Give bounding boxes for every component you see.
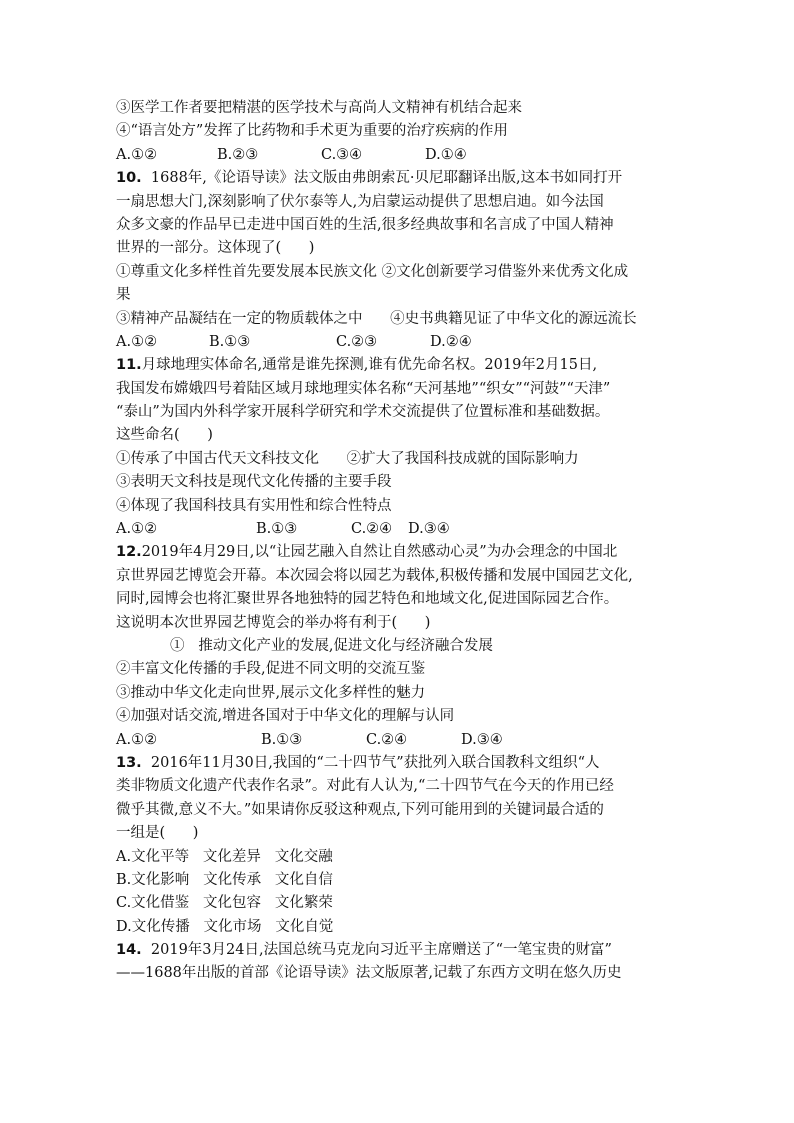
q9-item-3: ③医学工作者要把精湛的医学技术与高尚人文精神有机结合起来 <box>116 100 522 116</box>
q10-options <box>116 331 686 354</box>
q13-number: 13. <box>116 754 142 771</box>
q10-stem-3: 众多文豪的作品早已走进中国百姓的生活,很多经典故事和名言成了中国人精神 <box>116 216 614 233</box>
q13-stem-1: 13. 2016年11月30日,我国的“二十四节气”获批列入联合国教科文组织“人 <box>116 754 600 771</box>
q12-option-b: B.①③ <box>261 731 303 748</box>
q10-item-1: ①尊重文化多样性首先要发展本民族文化 ②文化创新要学习借鉴外来优秀文化成 <box>116 263 629 280</box>
q13-stem-4: 一组是( ) <box>116 825 199 842</box>
q14-stem-2: ——1688年出版的首部《论语导读》法文版原著,记载了东西方文明在悠久历史 <box>116 965 622 982</box>
q13-choice-d: D.文化传播 文化市场 文化自觉 <box>116 918 334 935</box>
q12-item-4: ④加强对话交流,增进各国对于中华文化的理解与认同 <box>116 708 455 725</box>
q12-option-c: C.②④ <box>366 731 408 748</box>
q12-stem-4: 这说明本次世界园艺博览会的举办将有利于( ) <box>116 614 431 631</box>
q11-option-c: C.②④ <box>351 521 393 538</box>
q13-stem-3: 微乎其微,意义不大。”如果请你反驳这种观点,下列可能用到的关键词最合适的 <box>116 801 604 818</box>
q12-item-3: ③推动中华文化走向世界,展示文化多样性的魅力 <box>116 684 426 701</box>
q10-stem-1: 10. 1688年,《论语导读》法文版由弗朗索瓦·贝尼耶翻译出版,这本书如同打开 <box>116 170 623 187</box>
q11-option-a: A.①② <box>116 521 158 538</box>
q10-option-a: A.①② <box>116 333 158 350</box>
q10-item-3: ③精神产品凝结在一定的物质载体之中 ④史书典籍见证了中华文化的源远流长 <box>116 310 637 327</box>
q13-choice-a: A.文化平等 文化差异 文化交融 <box>116 848 333 865</box>
q10-item-1-cont: 果 <box>116 287 131 304</box>
q9-option-c: C.③④ <box>321 146 363 163</box>
q11-number: 11. <box>116 357 142 374</box>
q11-option-b: B.①③ <box>256 521 298 538</box>
q13-stem-2: 类非物质文化遗产代表作名录”。对此有人认为,“二十四节气在今天的作用已经 <box>116 778 614 795</box>
q9-option-d: D.①④ <box>425 146 467 163</box>
q13-choice-b: B.文化影响 文化传承 文化自信 <box>116 871 333 888</box>
q12-option-a: A.①② <box>116 731 158 748</box>
q10-option-b: B.①③ <box>209 333 251 350</box>
q12-stem-3: 同时,园博会也将汇聚世界各地独特的园艺特色和地域文化,促进国际园艺合作。 <box>116 591 619 608</box>
q10-stem-2: 一扇思想大门,深刻影响了伏尔泰等人,为启蒙运动提供了思想启迪。如今法国 <box>116 193 604 210</box>
q12-option-d: D.③④ <box>461 731 503 748</box>
q11-stem-3: “泰山”为国内外科学家开展科学研究和学术交流提供了位置标准和基础数据。 <box>116 404 610 421</box>
q10-option-c: C.②③ <box>336 333 378 350</box>
q10-stem-4: 世界的一部分。这体现了( ) <box>116 240 315 257</box>
q12-item-1: ① 推动文化产业的发展,促进文化与经济融合发展 <box>170 637 493 654</box>
q11-item-3: ③表明天文科技是现代文化传播的主要手段 <box>116 474 392 491</box>
q12-item-2: ②丰富文化传播的手段,促进不同文明的交流互鉴 <box>116 661 426 678</box>
q9-item-4: ④“语言处方”发挥了比药物和手术更为重要的治疗疾病的作用 <box>116 123 508 140</box>
exam-page <box>116 97 686 986</box>
q12-options <box>116 729 686 752</box>
q11-item-1: ①传承了中国古代天文科技文化 ②扩大了我国科技成就的国际影响力 <box>116 450 579 467</box>
q11-options <box>116 518 686 541</box>
q9-option-a: A.①② <box>116 146 158 163</box>
q11-stem-1: 11.月球地理实体命名,通常是谁先探测,谁有优先命名权。2019年2月15日, <box>116 357 598 374</box>
q12-stem-1: 12.2019年4月29日,以“让园艺融入自然让自然感动心灵”为办会理念的中国北 <box>116 544 618 561</box>
q12-stem-2: 京世界园艺博览会开幕。本次园会将以园艺为载体,积极传播和发展中国园艺文化, <box>116 567 633 584</box>
q14-stem-1: 14. 2019年3月24日,法国总统马克龙向习近平主席赠送了“一笔宝贵的财富” <box>116 942 612 959</box>
q11-stem-4: 这些命名( ) <box>116 427 213 444</box>
q11-option-d: D.③④ <box>408 521 450 538</box>
q13-choice-c: C.文化借鉴 文化包容 文化繁荣 <box>116 895 333 912</box>
q11-item-4: ④体现了我国科技具有实用性和综合性特点 <box>116 497 392 514</box>
q14-number: 14. <box>116 942 142 959</box>
q10-option-d: D.②④ <box>430 333 472 350</box>
q9-options <box>116 144 686 167</box>
q10-number: 10. <box>116 170 142 187</box>
q9-option-b: B.②③ <box>217 146 259 163</box>
q12-number: 12. <box>116 544 142 561</box>
q11-stem-2: 我国发布嫦娥四号着陆区域月球地理实体名称“天河基地”“织女”“河鼓”“天津” <box>116 380 611 397</box>
